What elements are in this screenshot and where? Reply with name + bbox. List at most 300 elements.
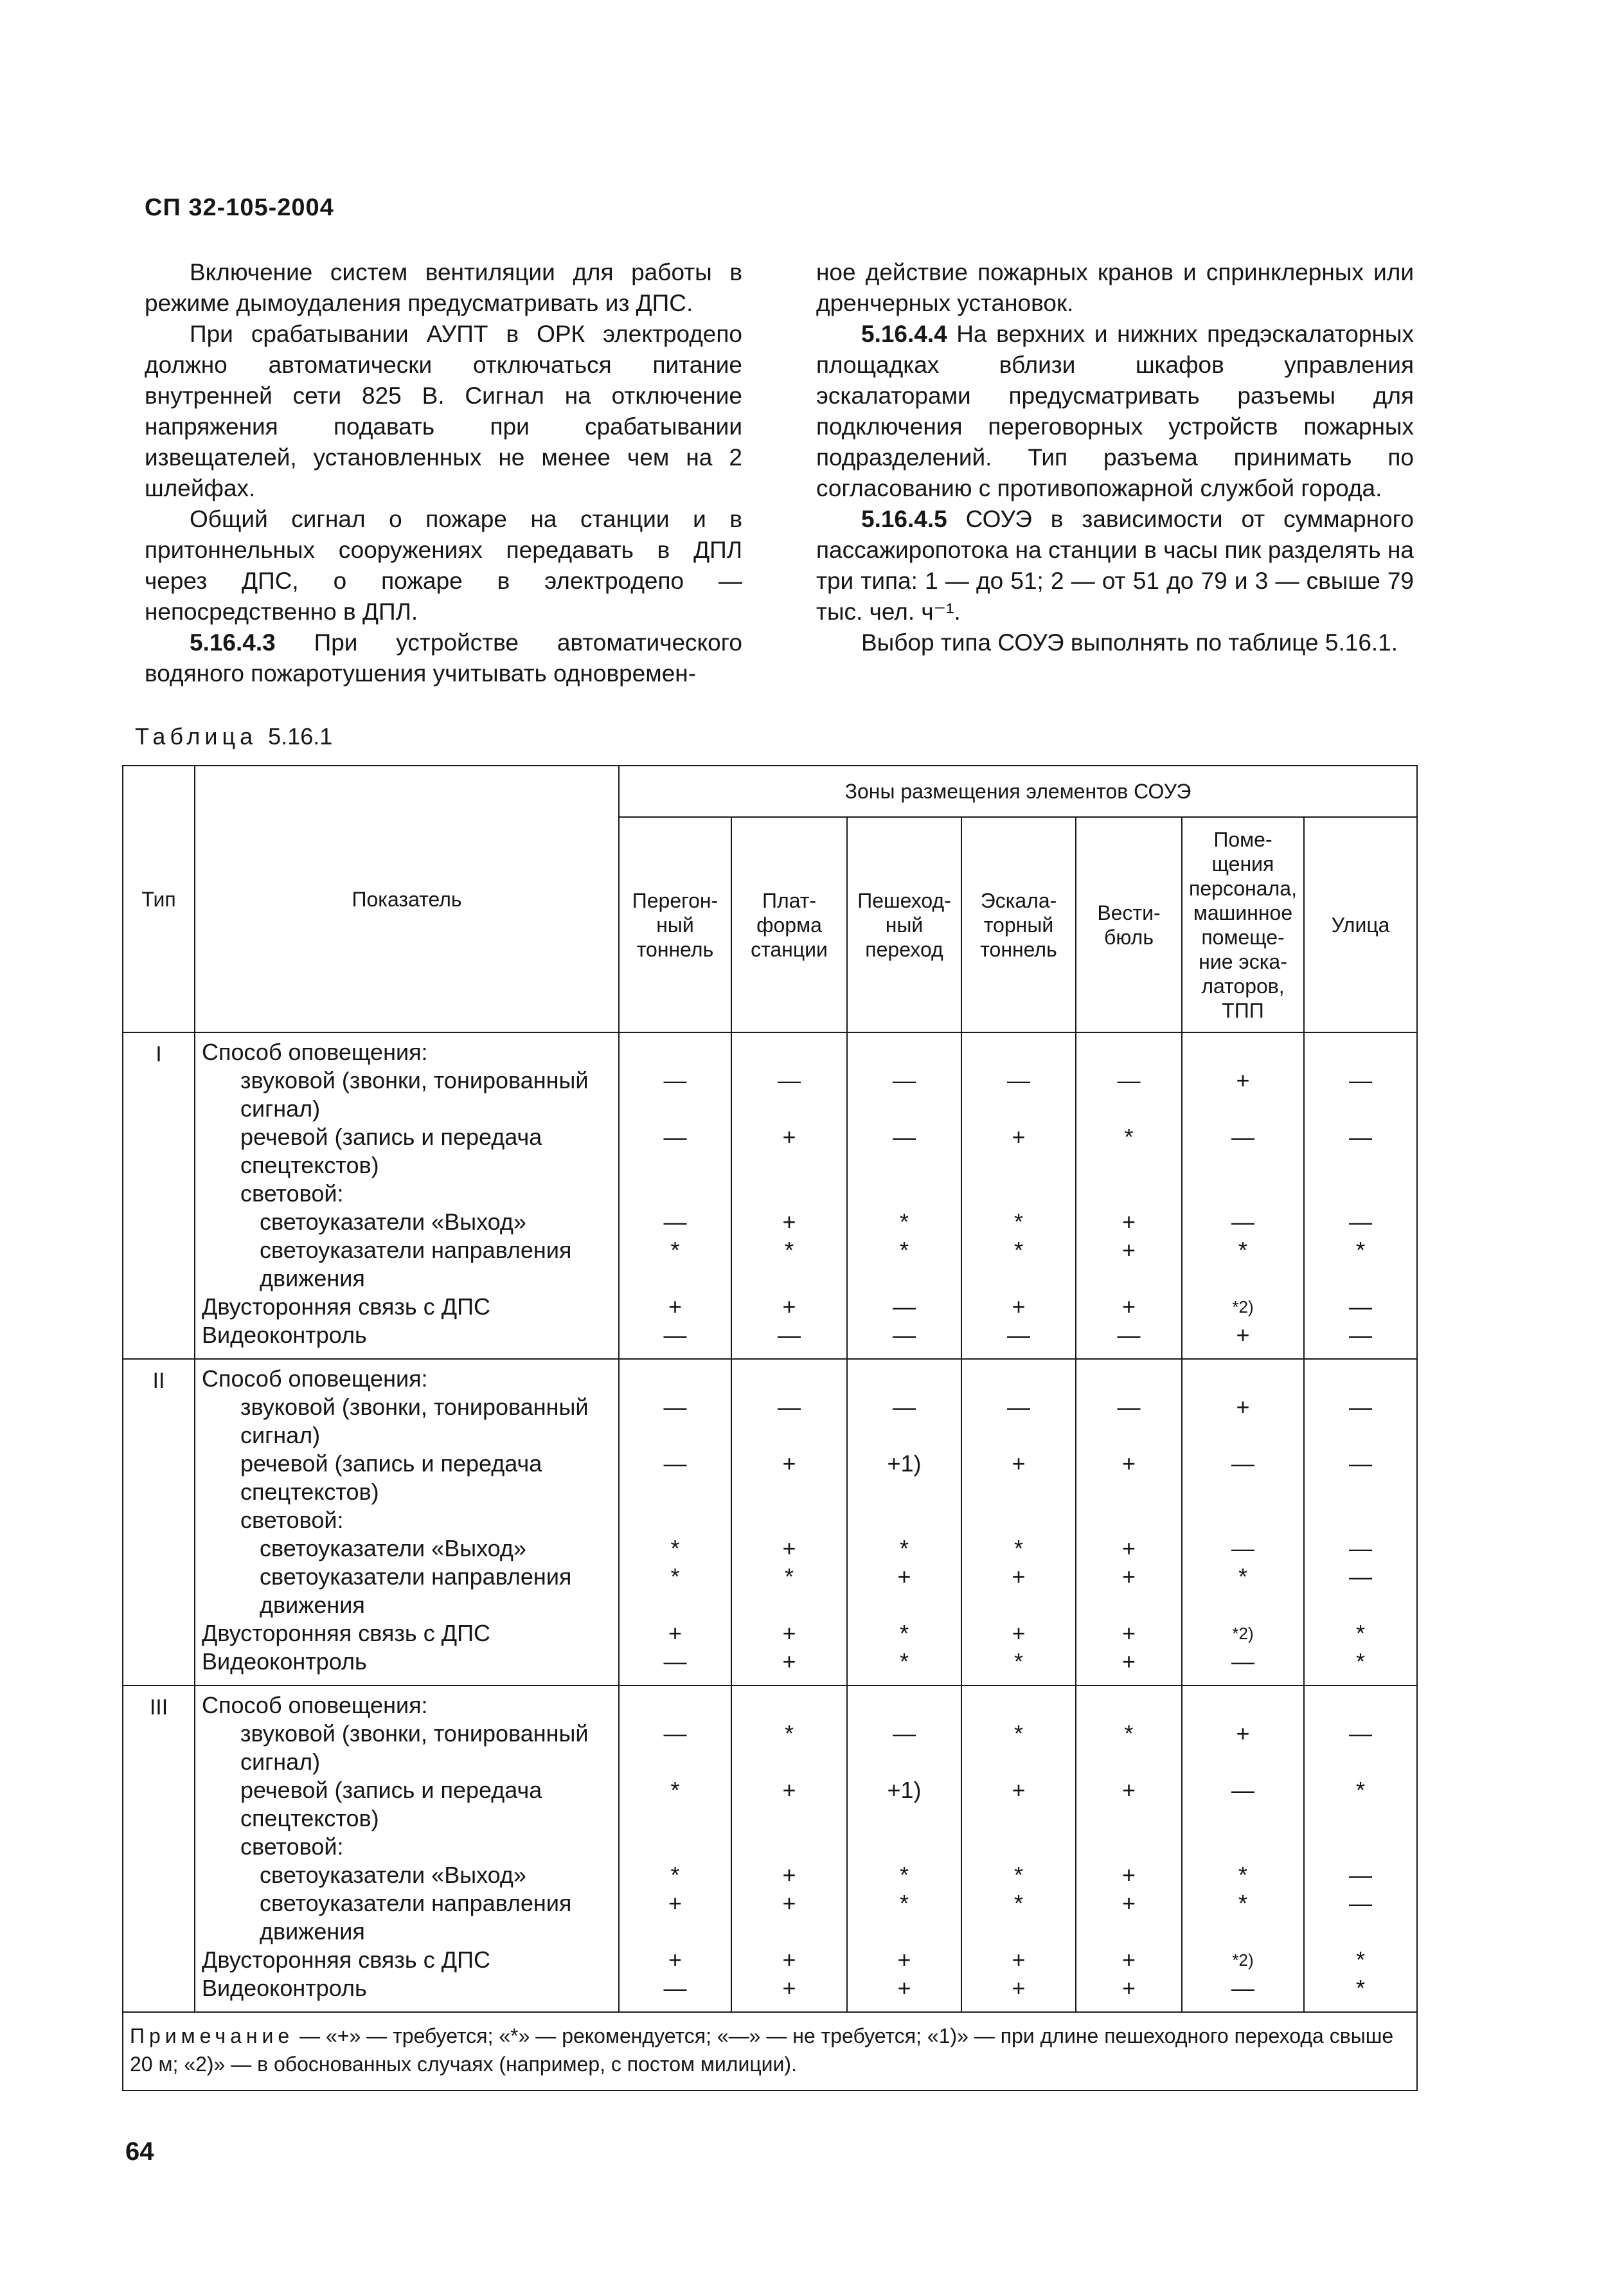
value-mark: +	[782, 1862, 796, 1888]
value-mark	[962, 1095, 1075, 1123]
value-mark: +	[897, 1975, 911, 2001]
left-text-column	[145, 257, 742, 689]
indicator-line: Способ оповещения:	[202, 1365, 428, 1392]
value-mark	[962, 1180, 1075, 1208]
value-cell	[619, 1032, 731, 1359]
page-number: 64	[125, 2137, 154, 2166]
value-mark: —	[1349, 1394, 1373, 1420]
indicator-line: Видеоконтроль	[202, 1322, 367, 1348]
value-mark	[1076, 1804, 1181, 1833]
value-mark: —	[1117, 1322, 1141, 1348]
value-mark: +	[897, 1563, 911, 1590]
value-mark	[1182, 1264, 1303, 1293]
value-mark	[1076, 1180, 1181, 1208]
value-mark	[1076, 1691, 1181, 1720]
value-mark: *	[670, 1535, 680, 1561]
value-mark	[1305, 1151, 1416, 1180]
value-mark: —	[663, 1648, 687, 1675]
indicator-cell	[195, 1032, 619, 1359]
value-mark: —	[1231, 1648, 1254, 1675]
value-cell	[1076, 1359, 1182, 1686]
value-mark: *	[1356, 1777, 1366, 1803]
value-mark: +	[782, 1450, 796, 1477]
indicator-line: Двусторонняя связь с ДПС	[202, 1620, 490, 1646]
value-mark: *2)	[1232, 1950, 1254, 1970]
value-mark: *2)	[1232, 1624, 1254, 1643]
value-mark: +	[1121, 1620, 1136, 1646]
value-cell	[961, 1686, 1076, 2012]
value-mark: —	[893, 1720, 916, 1747]
value-mark	[620, 1804, 731, 1833]
type-cell: II	[123, 1359, 195, 1686]
indicator-line: светоуказатели направления	[260, 1563, 572, 1590]
value-mark: *	[899, 1648, 909, 1675]
value-mark	[620, 1691, 731, 1720]
indicator-line: светоуказатели направления	[260, 1237, 572, 1263]
value-mark: *	[899, 1535, 909, 1561]
value-mark	[732, 1918, 846, 1946]
indicator-line: Двусторонняя связь с ДПС	[202, 1947, 490, 1973]
value-mark: *	[1013, 1720, 1023, 1747]
value-mark: *	[1124, 1124, 1134, 1150]
value-mark	[962, 1365, 1075, 1393]
value-mark: *	[1013, 1890, 1023, 1916]
value-mark	[1076, 1506, 1181, 1534]
value-mark: +	[897, 1947, 911, 1973]
value-mark	[962, 1804, 1075, 1833]
value-mark	[1182, 1095, 1303, 1123]
value-mark: *	[1356, 1975, 1366, 2001]
value-mark	[1076, 1264, 1181, 1293]
indicator-line: Видеоконтроль	[202, 1648, 367, 1675]
value-mark	[620, 1038, 731, 1066]
indicator-line: светоуказатели «Выход»	[260, 1535, 526, 1561]
value-mark	[1305, 1918, 1416, 1946]
value-mark: *	[1124, 1720, 1134, 1747]
value-mark: —	[1231, 1975, 1254, 2001]
value-mark: +	[1012, 1563, 1026, 1590]
value-mark	[848, 1038, 961, 1066]
value-mark	[848, 1833, 961, 1861]
value-cell	[731, 1359, 847, 1686]
value-mark: —	[1349, 1124, 1373, 1150]
value-mark: *	[670, 1237, 680, 1263]
value-mark	[620, 1918, 731, 1946]
header-zone: Плат- форма станции	[731, 817, 847, 1032]
value-mark: —	[778, 1394, 801, 1420]
indicator-line: спецтекстов)	[240, 1805, 379, 1831]
value-mark: +	[1121, 1947, 1136, 1973]
value-mark: —	[663, 1322, 687, 1348]
value-mark	[962, 1591, 1075, 1619]
value-mark: *	[1013, 1862, 1023, 1888]
indicator-cell	[195, 1686, 619, 2012]
value-mark	[962, 1691, 1075, 1720]
value-mark: —	[1007, 1067, 1030, 1093]
value-mark: +	[782, 1293, 796, 1320]
value-mark	[1076, 1151, 1181, 1180]
indicator-line: Видеоконтроль	[202, 1975, 367, 2001]
value-mark: +	[1121, 1450, 1136, 1477]
value-mark	[848, 1478, 961, 1506]
value-mark	[732, 1264, 846, 1293]
table-row	[123, 1686, 1417, 2012]
value-mark	[1305, 1591, 1416, 1619]
value-mark	[1182, 1365, 1303, 1393]
value-mark: —	[1231, 1209, 1254, 1235]
value-cell	[1304, 1032, 1417, 1359]
value-mark: +1)	[887, 1450, 922, 1477]
clause-text: При устройстве автоматического водяного пожаротушения учитывать одновремен-	[145, 629, 742, 687]
value-mark	[620, 1264, 731, 1293]
value-mark: *	[1238, 1862, 1247, 1888]
indicator-line: Двусторонняя связь с ДПС	[202, 1293, 490, 1320]
value-mark: *	[1356, 1620, 1366, 1646]
value-mark: +	[1236, 1720, 1250, 1747]
value-mark: +	[782, 1890, 796, 1916]
value-mark	[620, 1748, 731, 1776]
value-mark	[962, 1151, 1075, 1180]
value-cell	[961, 1359, 1076, 1686]
value-cell	[619, 1686, 731, 2012]
indicator-line: Способ оповещения:	[202, 1692, 428, 1718]
value-mark: +	[668, 1293, 683, 1320]
value-mark: +	[1121, 1293, 1136, 1320]
value-mark	[732, 1804, 846, 1833]
value-mark: —	[1231, 1124, 1254, 1150]
paragraph	[816, 504, 1414, 627]
header-zone: Пешеход- ный переход	[847, 817, 961, 1032]
value-mark	[1076, 1478, 1181, 1506]
value-mark	[962, 1506, 1075, 1534]
value-mark: +	[1121, 1209, 1136, 1235]
indicator-line: световой:	[240, 1507, 344, 1533]
value-mark: +1)	[887, 1777, 922, 1803]
value-mark	[962, 1421, 1075, 1450]
paragraph: Выбор типа СОУЭ выполнять по таблице 5.16.1.	[861, 629, 1398, 656]
indicator-line: светоуказатели направления	[260, 1890, 572, 1916]
value-mark	[1305, 1804, 1416, 1833]
value-mark	[1305, 1691, 1416, 1720]
value-mark: —	[1349, 1720, 1373, 1747]
value-cell	[1182, 1686, 1304, 2012]
value-mark	[620, 1478, 731, 1506]
value-mark: *	[1013, 1209, 1023, 1235]
value-mark: —	[1349, 1209, 1373, 1235]
value-mark: *	[784, 1563, 794, 1590]
value-mark	[620, 1506, 731, 1534]
value-mark: —	[663, 1720, 687, 1747]
indicator-line: движения	[260, 1265, 365, 1291]
value-mark: —	[1349, 1450, 1373, 1477]
value-mark: +	[1012, 1124, 1026, 1150]
value-mark: +	[1236, 1067, 1250, 1093]
value-mark: +	[782, 1620, 796, 1646]
value-mark	[732, 1748, 846, 1776]
indicator-line: спецтекстов)	[240, 1152, 379, 1178]
value-mark	[1076, 1833, 1181, 1861]
table-caption-number: 5.16.1	[268, 723, 333, 750]
indicator-line: звуковой (звонки, тонированный	[240, 1067, 589, 1093]
value-mark: *	[670, 1777, 680, 1803]
value-mark: *	[1013, 1535, 1023, 1561]
value-mark	[848, 1591, 961, 1619]
value-mark	[1305, 1478, 1416, 1506]
indicator-line: световой:	[240, 1180, 344, 1207]
value-cell	[619, 1359, 731, 1686]
value-cell	[847, 1686, 961, 2012]
value-mark	[620, 1151, 731, 1180]
header-zone: Перегон- ный тоннель	[619, 817, 731, 1032]
value-mark: —	[1349, 1322, 1373, 1348]
value-mark: +	[1012, 1777, 1026, 1803]
indicator-line: речевой (запись и передача	[240, 1450, 542, 1477]
value-mark: +	[782, 1124, 796, 1150]
value-mark: *	[670, 1862, 680, 1888]
value-mark	[1182, 1421, 1303, 1450]
value-mark: *	[1013, 1648, 1023, 1675]
value-mark: +	[1121, 1648, 1136, 1675]
value-mark	[848, 1804, 961, 1833]
value-cell	[1182, 1032, 1304, 1359]
note-label: Примечание	[130, 2024, 294, 2047]
header-type: Тип	[123, 766, 195, 1032]
value-mark: —	[663, 1067, 687, 1093]
value-mark	[1076, 1591, 1181, 1619]
value-mark: —	[663, 1124, 687, 1150]
value-mark: *	[1356, 1947, 1366, 1973]
clause-number: 5.16.4.4	[861, 321, 947, 347]
value-mark: —	[663, 1209, 687, 1235]
type-cell: III	[123, 1686, 195, 2012]
value-mark: *	[784, 1720, 794, 1747]
value-mark	[732, 1365, 846, 1393]
clause-number: 5.16.4.5	[861, 506, 947, 532]
paragraph	[145, 627, 742, 689]
value-mark: *	[670, 1563, 680, 1590]
value-mark: *	[899, 1620, 909, 1646]
value-mark: +	[1012, 1947, 1026, 1973]
indicator-line: звуковой (звонки, тонированный	[240, 1720, 589, 1747]
table-row	[123, 1359, 1417, 1686]
indicator-line: сигнал)	[240, 1422, 321, 1448]
value-mark: *	[1013, 1237, 1023, 1263]
value-mark: +	[1012, 1975, 1026, 2001]
value-cell	[731, 1686, 847, 2012]
header-zone: Вести- бюль	[1076, 817, 1182, 1032]
header-indicator: Показатель	[195, 766, 619, 1032]
value-mark: +	[1121, 1563, 1136, 1590]
value-mark: *	[1356, 1648, 1366, 1675]
indicator-line: звуковой (звонки, тонированный	[240, 1394, 589, 1420]
value-mark	[1182, 1591, 1303, 1619]
value-mark: +	[1121, 1237, 1136, 1263]
value-mark	[848, 1095, 961, 1123]
indicator-line: сигнал)	[240, 1749, 321, 1775]
value-mark	[1305, 1365, 1416, 1393]
value-mark: *	[899, 1237, 909, 1263]
value-mark: —	[1349, 1067, 1373, 1093]
value-cell	[847, 1359, 961, 1686]
value-mark: —	[1231, 1450, 1254, 1477]
value-mark	[1182, 1804, 1303, 1833]
header-zones: Зоны размещения элементов СОУЭ	[619, 766, 1417, 817]
value-mark	[962, 1038, 1075, 1066]
value-mark	[732, 1478, 846, 1506]
value-mark	[848, 1151, 961, 1180]
header-zone: Эскала- торный тоннель	[961, 817, 1076, 1032]
value-mark: *	[784, 1237, 794, 1263]
value-mark: —	[893, 1394, 916, 1420]
value-mark: +	[782, 1648, 796, 1675]
value-mark	[732, 1591, 846, 1619]
value-mark	[962, 1748, 1075, 1776]
value-mark	[732, 1421, 846, 1450]
value-mark: —	[663, 1450, 687, 1477]
value-mark: +	[1236, 1322, 1250, 1348]
paragraph: Включение систем вентиляции для работы в режиме дымоудаления предусматривать из ДПС.	[145, 259, 742, 316]
value-mark	[1076, 1748, 1181, 1776]
value-mark: —	[663, 1975, 687, 2001]
value-mark	[1182, 1748, 1303, 1776]
value-mark	[1182, 1151, 1303, 1180]
indicator-line: спецтекстов)	[240, 1479, 379, 1505]
value-mark: —	[1349, 1563, 1373, 1590]
value-mark	[1076, 1365, 1181, 1393]
value-mark	[732, 1506, 846, 1534]
value-mark	[848, 1748, 961, 1776]
indicator-line: светоуказатели «Выход»	[260, 1862, 526, 1888]
value-mark	[848, 1691, 961, 1720]
value-mark	[620, 1180, 731, 1208]
value-mark: *	[899, 1862, 909, 1888]
table-caption	[135, 723, 332, 750]
clause-number: 5.16.4.3	[190, 629, 276, 656]
value-mark: +	[668, 1620, 683, 1646]
value-mark	[620, 1095, 731, 1123]
value-mark: +	[782, 1777, 796, 1803]
value-mark	[1305, 1180, 1416, 1208]
value-mark: —	[893, 1293, 916, 1320]
header-zone: Поме- щения персонала, машинное помеще- ние эска- латоров, ТПП	[1182, 817, 1304, 1032]
value-cell	[1076, 1032, 1182, 1359]
value-mark	[1305, 1833, 1416, 1861]
value-mark: —	[778, 1067, 801, 1093]
value-mark: *	[899, 1209, 909, 1235]
value-cell	[847, 1032, 961, 1359]
value-mark	[848, 1421, 961, 1450]
value-mark	[1305, 1264, 1416, 1293]
value-mark: *2)	[1232, 1297, 1254, 1317]
table-row	[123, 1032, 1417, 1359]
value-mark	[848, 1264, 961, 1293]
value-mark	[1305, 1038, 1416, 1066]
value-mark	[962, 1833, 1075, 1861]
value-mark: +	[1121, 1777, 1136, 1803]
indicator-line: речевой (запись и передача	[240, 1124, 542, 1150]
paragraph: Общий сигнал о пожаре на станции и в притоннельных сооружениях передавать в ДПЛ через ДПС, о пожаре в электродепо — непосредственно в ДПЛ.	[145, 506, 742, 625]
value-mark: *	[1238, 1237, 1247, 1263]
value-mark	[1182, 1478, 1303, 1506]
table-caption-label: Таблица	[135, 723, 258, 750]
indicator-line: световой:	[240, 1833, 344, 1860]
value-mark: +	[1121, 1975, 1136, 2001]
value-mark: +	[782, 1975, 796, 2001]
value-mark: *	[1238, 1890, 1247, 1916]
value-mark: —	[1349, 1890, 1373, 1916]
indicator-cell	[195, 1359, 619, 1686]
value-mark: —	[1007, 1394, 1030, 1420]
value-mark: +	[1236, 1394, 1250, 1420]
value-mark: +	[1121, 1535, 1136, 1561]
value-mark: —	[1349, 1293, 1373, 1320]
value-mark	[1182, 1918, 1303, 1946]
value-mark: —	[893, 1067, 916, 1093]
value-mark: +	[668, 1890, 683, 1916]
value-mark: —	[1349, 1535, 1373, 1561]
value-mark	[1182, 1038, 1303, 1066]
value-mark: +	[782, 1209, 796, 1235]
value-mark	[732, 1038, 846, 1066]
value-mark	[1182, 1506, 1303, 1534]
value-mark: —	[663, 1394, 687, 1420]
value-mark	[620, 1833, 731, 1861]
value-mark	[1076, 1421, 1181, 1450]
value-mark	[962, 1264, 1075, 1293]
value-cell	[1076, 1686, 1182, 2012]
value-mark	[732, 1151, 846, 1180]
value-mark: +	[668, 1947, 683, 1973]
value-mark: —	[1349, 1862, 1373, 1888]
value-mark	[848, 1180, 961, 1208]
value-mark	[848, 1506, 961, 1534]
souye-table	[122, 765, 1418, 2091]
value-mark	[620, 1365, 731, 1393]
indicator-line: светоуказатели «Выход»	[260, 1209, 526, 1235]
value-mark: —	[893, 1322, 916, 1348]
value-mark	[1076, 1095, 1181, 1123]
value-cell	[731, 1032, 847, 1359]
value-mark	[732, 1180, 846, 1208]
value-mark: +	[1012, 1450, 1026, 1477]
value-mark	[1182, 1180, 1303, 1208]
value-mark	[1305, 1095, 1416, 1123]
indicator-line: движения	[260, 1918, 365, 1945]
value-mark	[1076, 1038, 1181, 1066]
header-zone: Улица	[1304, 817, 1417, 1032]
value-mark: +	[1012, 1293, 1026, 1320]
value-mark: —	[893, 1124, 916, 1150]
value-cell	[1182, 1359, 1304, 1686]
paragraph: ное действие пожарных кранов и спринклерных или дренчерных установок.	[816, 259, 1414, 316]
value-mark: —	[1117, 1067, 1141, 1093]
value-mark	[1305, 1421, 1416, 1450]
value-mark	[962, 1478, 1075, 1506]
document-code: СП 32-105-2004	[145, 194, 334, 221]
value-mark: +	[1012, 1620, 1026, 1646]
value-mark: —	[1231, 1535, 1254, 1561]
type-cell: I	[123, 1032, 195, 1359]
indicator-line: сигнал)	[240, 1095, 321, 1122]
value-mark: +	[1121, 1862, 1136, 1888]
note-text: — «+» — требуется; «*» — рекомендуется; «—» — не требуется; «1)» — при длине пешеходного перехода свыше 20 м; «2)» — в обоснованных случаях (например, с постом милиции).	[130, 2024, 1394, 2076]
indicator-line: речевой (запись и передача	[240, 1777, 542, 1803]
table-note	[123, 2012, 1417, 2091]
value-mark	[620, 1421, 731, 1450]
value-mark	[1182, 1691, 1303, 1720]
indicator-line: Способ оповещения:	[202, 1039, 428, 1065]
value-mark: +	[782, 1535, 796, 1561]
